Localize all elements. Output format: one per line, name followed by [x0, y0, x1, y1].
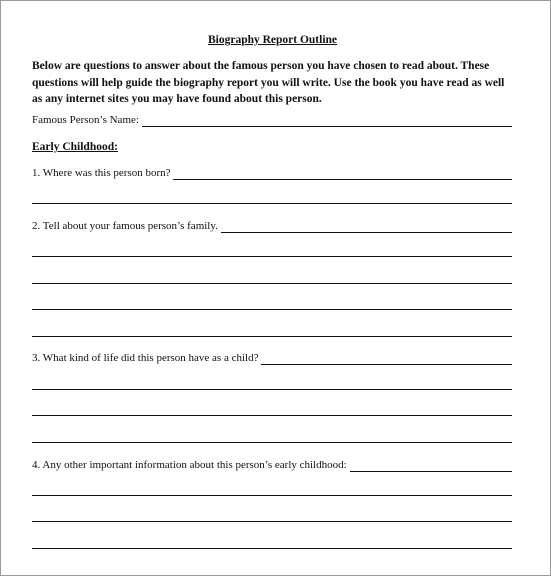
question-4-row — [32, 459, 512, 472]
answer-line[interactable] — [32, 495, 512, 496]
answer-line[interactable] — [32, 548, 512, 549]
question-1-answer-line[interactable] — [173, 169, 512, 180]
answer-line[interactable] — [32, 283, 512, 284]
section-heading: Early Childhood: — [32, 141, 118, 153]
answer-line[interactable] — [32, 336, 512, 337]
question-2-label: 2. Tell about your famous person’s family. — [32, 220, 218, 232]
question-1-label: 1. Where was this person born? — [32, 167, 171, 179]
question-3-label: 3. What kind of life did this person have as a child? — [32, 352, 259, 364]
question-3-row — [32, 352, 512, 365]
name-answer-line[interactable] — [142, 116, 512, 127]
question-4-answer-line[interactable] — [350, 461, 512, 472]
question-4-label: 4. Any other important information about this person’s early childhood: — [32, 459, 347, 471]
answer-line[interactable] — [32, 442, 512, 443]
name-row — [32, 114, 512, 127]
question-2-answer-line[interactable] — [221, 222, 512, 233]
instructions-paragraph: Below are questions to answer about the famous person you have chosen to read about. These questions will help guide the biography report you will write. Use the book you have read as well as any internet sites you may have found about this person. — [32, 60, 505, 105]
answer-line[interactable] — [32, 256, 512, 257]
answer-line[interactable] — [32, 389, 512, 390]
answer-line[interactable] — [32, 309, 512, 310]
answer-line[interactable] — [32, 415, 512, 416]
worksheet-page — [32, 0, 513, 576]
question-3-answer-line[interactable] — [261, 354, 512, 365]
answer-line[interactable] — [32, 521, 512, 522]
answer-line[interactable] — [32, 203, 512, 204]
name-label: Famous Person’s Name: — [32, 114, 139, 126]
document-title: Biography Report Outline — [207, 34, 338, 46]
question-2-row — [32, 220, 512, 233]
question-1-row — [32, 167, 512, 180]
